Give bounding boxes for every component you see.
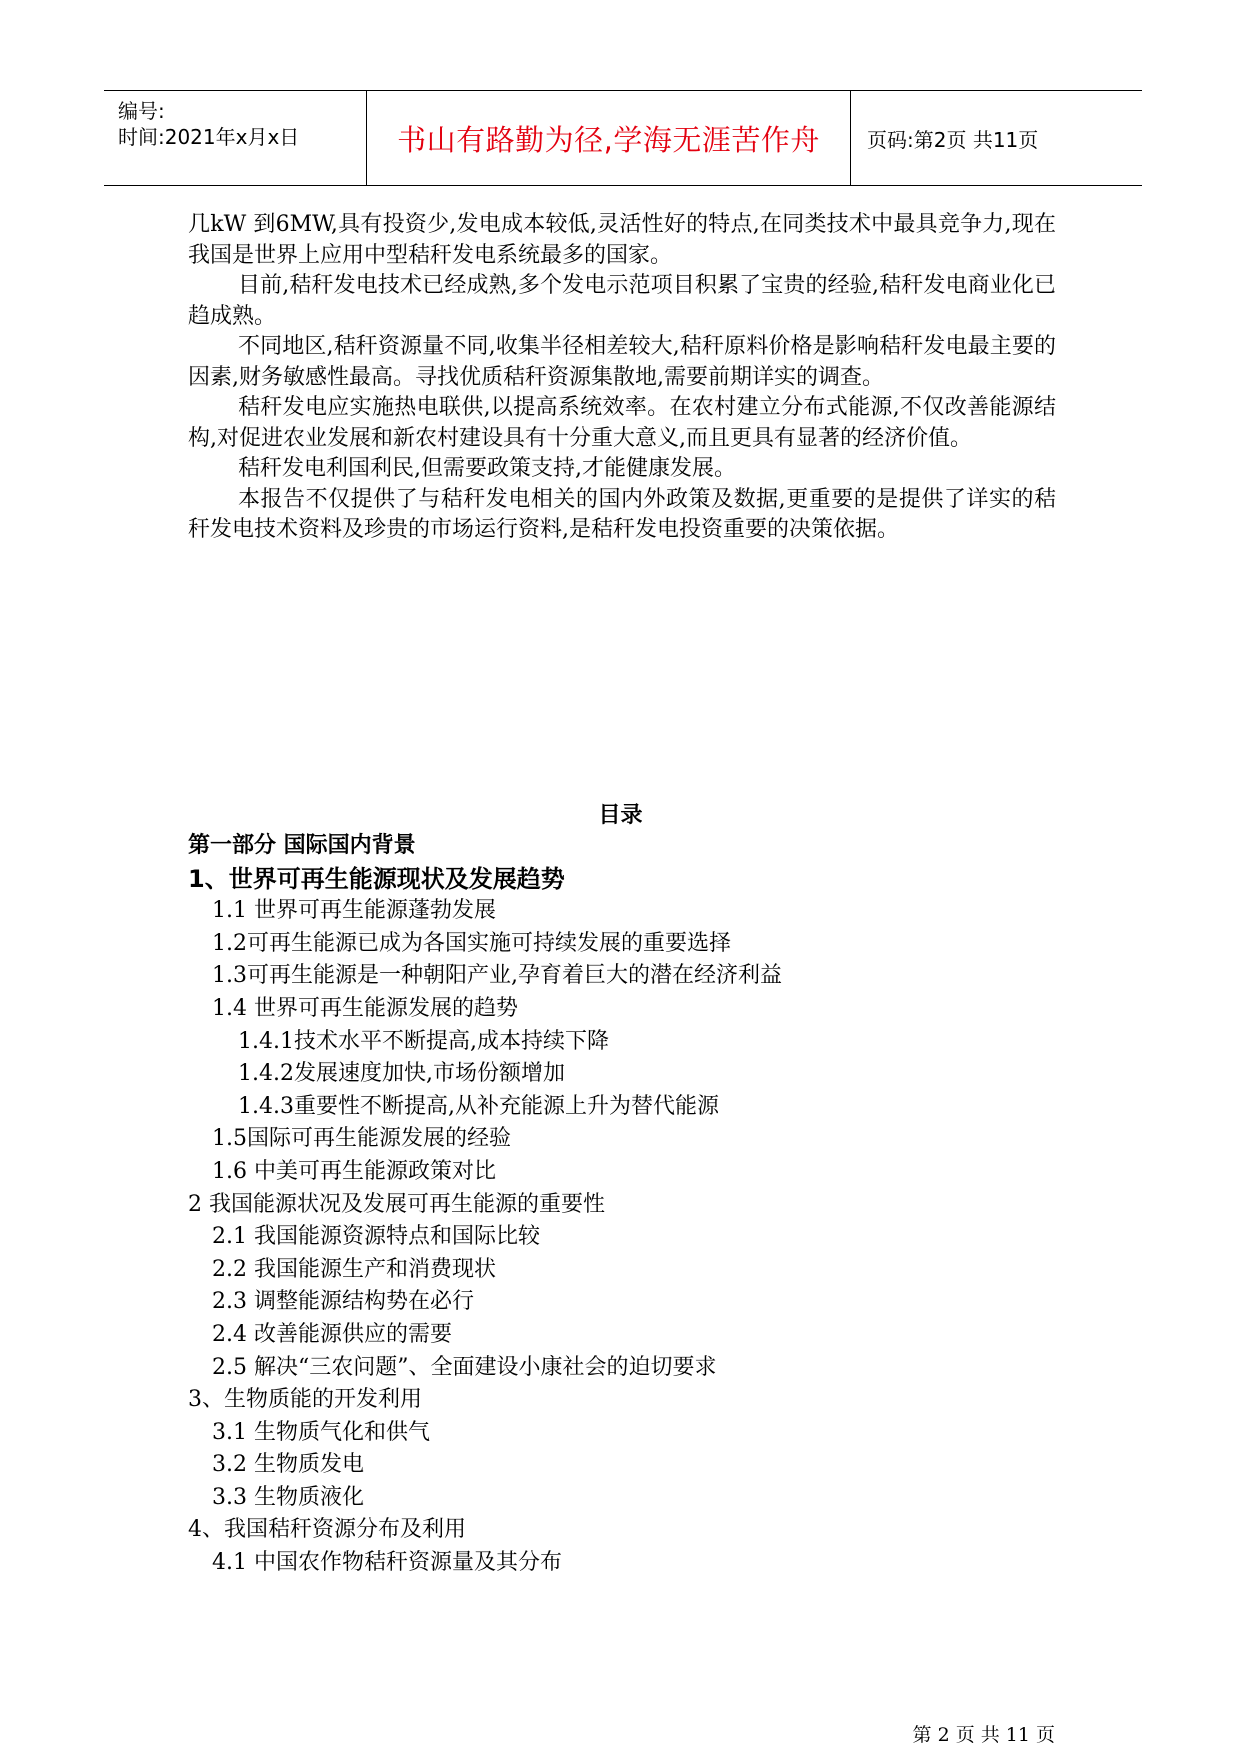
table-of-contents	[188, 830, 1068, 1580]
paragraph: 不同地区,秸秆资源量不同,收集半径相差较大,秸秆原料价格是影响秸秆发电最主要的因素,财务敏感性最高。寻找优质秸秆资源集散地,需要前期详实的调查。	[188, 334, 1056, 390]
header-right-cell	[851, 91, 1142, 185]
toc-entry: 2.5 解决“三农问题”、全面建设小康社会的迫切要求	[212, 1354, 717, 1380]
toc-entry: 3.1 生物质气化和供气	[212, 1419, 430, 1445]
toc-chapter: 4、我国秸秆资源分布及利用	[188, 1517, 466, 1543]
page-footer: 第 2 页 共 11 页	[912, 1724, 1055, 1746]
paragraph: 秸秆发电利国利民,但需要政策支持,才能健康发展。	[238, 456, 736, 481]
toc-entry: 1.1 世界可再生能源蓬勃发展	[212, 898, 496, 924]
document-time-label: 时间:2021年x月x日	[118, 125, 300, 149]
toc-entry: 1.2可再生能源已成为各国实施可持续发展的重要选择	[212, 930, 731, 956]
toc-entry: 1.4.2发展速度加快,市场份额增加	[238, 1061, 565, 1087]
toc-entry: 2.2 我国能源生产和消费现状	[212, 1256, 496, 1282]
header-left-cell	[104, 91, 366, 185]
toc-entry: 2.3 调整能源结构势在必行	[212, 1289, 474, 1315]
toc-entry: 1.3可再生能源是一种朝阳产业,孕育着巨大的潜在经济利益	[212, 963, 782, 989]
toc-entry: 1.4.1技术水平不断提高,成本持续下降	[238, 1028, 609, 1054]
toc-entry: 4.1 中国农作物秸秆资源量及其分布	[212, 1550, 562, 1576]
toc-chapter: 2 我国能源状况及发展可再生能源的重要性	[188, 1191, 605, 1217]
toc-title: 目录	[598, 803, 643, 828]
header-page-info: 页码:第2页 共11页	[867, 127, 1039, 152]
document-number-label: 编号:	[118, 99, 165, 123]
body-text	[188, 210, 1056, 546]
toc-entry: 2.1 我国能源资源特点和国际比较	[212, 1224, 540, 1250]
toc-entry: 2.4 改善能源供应的需要	[212, 1321, 452, 1347]
paragraph: 秸秆发电应实施热电联供,以提高系统效率。在农村建立分布式能源,不仅改善能源结构,对促进农业发展和新农村建设具有十分重大意义,而且更具有显著的经济价值。	[188, 395, 1056, 451]
toc-part-heading: 第一部分 国际国内背景	[188, 833, 416, 858]
toc-entry: 3.3 生物质液化	[212, 1484, 364, 1510]
toc-entry: 1.4.3重要性不断提高,从补充能源上升为替代能源	[238, 1093, 719, 1119]
toc-entry: 1.5国际可再生能源发展的经验	[212, 1126, 511, 1152]
paragraph: 几kW 到6MW,具有投资少,发电成本较低,灵活性好的特点,在同类技术中最具竞争力,现在我国是世界上应用中型秸秆发电系统最多的国家。	[188, 212, 1056, 268]
toc-entry: 1.4 世界可再生能源发展的趋势	[212, 995, 518, 1021]
toc-entry: 1.6 中美可再生能源政策对比	[212, 1158, 496, 1184]
header-table	[104, 90, 1142, 186]
paragraph: 目前,秸秆发电技术已经成熟,多个发电示范项目积累了宝贵的经验,秸秆发电商业化已趋成熟。	[188, 273, 1056, 329]
motto-text: 书山有路勤为径,学海无涯苦作舟	[397, 122, 820, 157]
header-middle-cell	[366, 91, 851, 185]
toc-entry: 3.2 生物质发电	[212, 1452, 364, 1478]
toc-chapter-heading: 1、世界可再生能源现状及发展趋势	[188, 864, 565, 893]
paragraph: 本报告不仅提供了与秸秆发电相关的国内外政策及数据,更重要的是提供了详实的秸秆发电技术资料及珍贵的市场运行资料,是秸秆发电投资重要的决策依据。	[188, 486, 1056, 542]
toc-chapter: 3、生物质能的开发利用	[188, 1387, 422, 1413]
